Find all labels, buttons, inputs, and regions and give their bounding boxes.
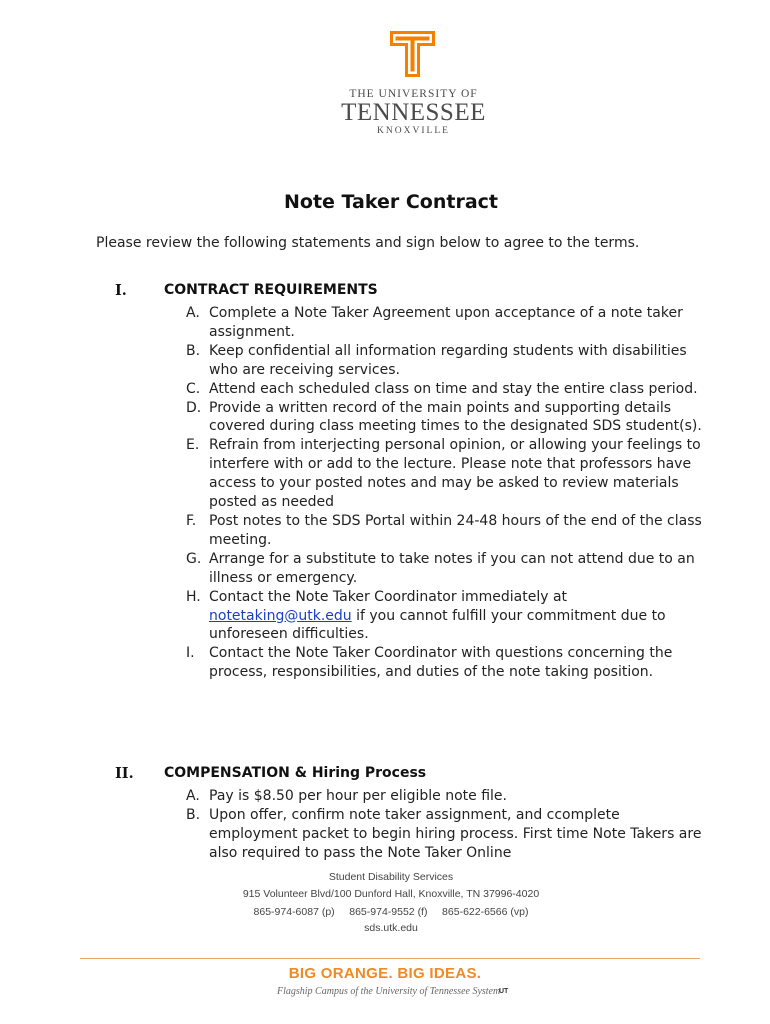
- section-numeral: II.: [115, 765, 134, 782]
- item-letter: B.: [186, 342, 201, 359]
- item-letter: A.: [186, 788, 200, 804]
- item-text: Complete a Note Taker Agreement upon acceptance of a note taker assignment.: [209, 305, 683, 340]
- item-text-before: Contact the Note Taker Coordinator immediately at: [209, 588, 568, 605]
- footer-slogan: BIG ORANGE. BIG IDEAS.: [288, 965, 482, 982]
- list-item: [186, 304, 706, 342]
- item-letter: H.: [186, 588, 201, 605]
- item-text: Attend each scheduled class on time and stay the entire class period.: [209, 380, 698, 397]
- item-letter: I.: [186, 645, 195, 662]
- item-text: Provide a written record of the main points and supporting details covered during class meeting times to the designated SDS student(s).: [209, 399, 702, 435]
- list-item: [186, 588, 706, 645]
- university-wordmark-line2: TENNESSEE: [341, 99, 486, 126]
- item-letter: G.: [186, 550, 202, 567]
- section-heading: CONTRACT REQUIREMENTS: [164, 282, 378, 298]
- list-item: [186, 380, 706, 399]
- item-text: Contact the Note Taker Coordinator with questions concerning the process, responsibilities, and duties of the note taking position.: [209, 645, 673, 681]
- item-letter: F.: [186, 512, 197, 529]
- item-text: Pay is $8.50 per hour per eligible note file.: [209, 788, 507, 804]
- item-text: Keep confidential all information regarding students with disabilities who are receiving services.: [209, 342, 687, 378]
- item-letter: D.: [186, 399, 202, 416]
- item-letter: C.: [186, 380, 201, 397]
- intro-text: Please review the following statements and sign below to agree to the terms.: [96, 235, 640, 251]
- section-numeral: I.: [115, 282, 127, 299]
- document-title: Note Taker Contract: [283, 191, 498, 213]
- item-text: Upon offer, confirm note taker assignment, and ccomplete employment packet to begin hiring process. First time Note Takers are also required to pass the Note Taker Online: [209, 806, 702, 861]
- compensation-list: [186, 787, 706, 863]
- list-item: [186, 806, 706, 863]
- footer-website: sds.utk.edu: [364, 922, 418, 934]
- list-item: [186, 342, 706, 380]
- footer-office: Student Disability Services: [328, 871, 454, 883]
- footer-phones: 865-974-6087 (p) 865-974-9552 (f) 865-622-6566 (vp): [253, 906, 529, 918]
- section-heading: COMPENSATION & Hiring Process: [164, 765, 427, 781]
- footer-flagship: Flagship Campus of the University of Tennessee System: [277, 986, 501, 997]
- list-item: [186, 399, 706, 437]
- item-letter: A.: [186, 305, 200, 321]
- item-text-after: if you cannot fulfill your commitment due to unforeseen difficulties.: [209, 607, 666, 643]
- item-text: Arrange for a substitute to take notes if you can not attend due to an illness or emergency.: [209, 550, 695, 586]
- power-t-logo: [390, 31, 435, 77]
- email-link[interactable]: notetaking@utk.edu: [209, 607, 352, 624]
- item-letter: E.: [186, 437, 200, 454]
- list-item: [186, 512, 706, 550]
- list-item: [186, 550, 706, 588]
- university-wordmark-line1: THE UNIVERSITY OF: [349, 88, 478, 100]
- list-item: [186, 644, 706, 682]
- footer-address: 915 Volunteer Blvd/100 Dunford Hall, Knoxville, TN 37996-4020: [242, 888, 540, 900]
- university-wordmark-line3: KNOXVILLE: [377, 126, 450, 136]
- item-text: Refrain from interjecting personal opinion, or allowing your feelings to interfere with or add to the lecture. Please note that professors have access to your posted notes and may be asked to review materials posted as needed: [209, 437, 701, 511]
- list-item: [186, 436, 706, 512]
- item-text: Post notes to the SDS Portal within 24-48 hours of the end of the class meeting.: [209, 512, 702, 548]
- footer-divider: [80, 958, 700, 959]
- list-item: [186, 787, 706, 806]
- item-letter: B.: [186, 806, 201, 823]
- requirements-list: [186, 304, 706, 682]
- ut-system-mark: UT: [499, 988, 509, 995]
